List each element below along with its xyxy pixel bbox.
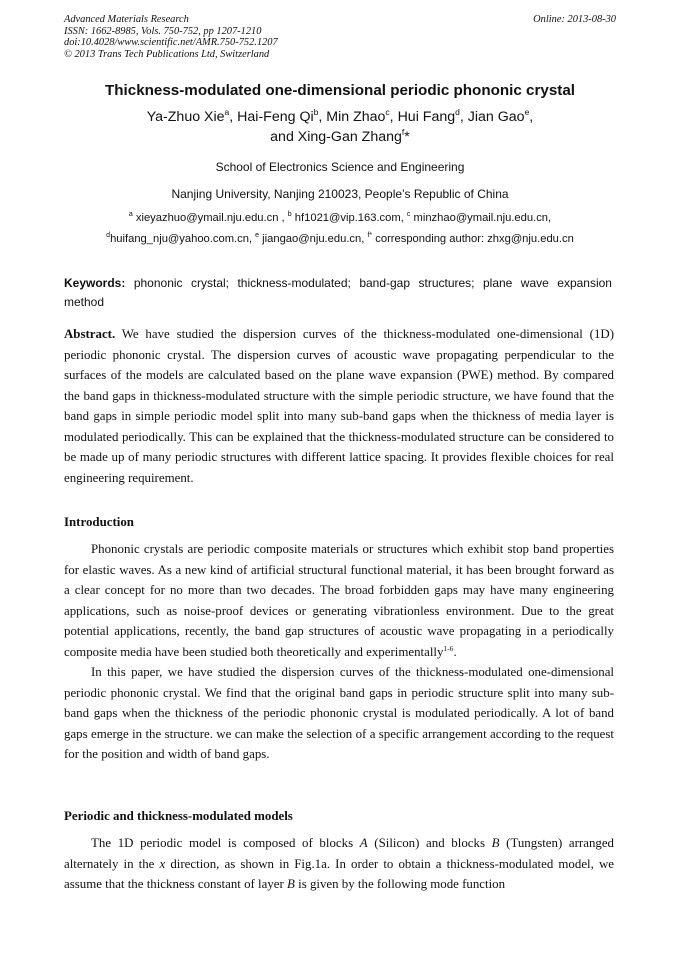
- author-name: Hai-Feng Qi: [237, 109, 314, 125]
- author-name: Min Zhao: [326, 109, 386, 125]
- introduction-body: [64, 539, 614, 765]
- abstract-text: We have studied the dispersion curves of the thickness-modulated one-dimensional (1D) periodic phononic crystal. The dispersion curves of acoustic wave propagating perpendicular to the surfaces of the models are calculated based on the plane wave expansion (PWE) method. By compared the band gaps in thickness-modulated structure with the simple periodic structure, we have found that the band gaps in simple periodic model split into many sub-band gaps when the thickness of media layer is modulated periodically. This can be explained that the thickness-modulated structure can be considered to be made up of many periodic structures with different lattice spacing. It provides flexible choices for real engineering requirement.: [64, 327, 614, 485]
- introduction-heading: Introduction: [64, 515, 134, 529]
- author-mark: a: [224, 107, 230, 117]
- email-a: xieyazhuo@ymail.nju.edu.cn ,: [135, 212, 285, 224]
- journal-header: [64, 14, 616, 60]
- issn-line: ISSN: 1662-8985, Vols. 750-752, pp 1207-1210: [64, 25, 262, 37]
- author-name: Hui Fang: [397, 109, 456, 125]
- email-c: minzhao@ymail.nju.edu.cn,: [413, 212, 552, 224]
- models-heading: Periodic and thickness-modulated models: [64, 809, 293, 823]
- models-paragraph: The 1D periodic model is composed of blocks A (Silicon) and blocks B (Tungsten) arranged alternately in the x direction, as shown in Fig.1a. In order to obtain a thickness-modulated model, we assume that the thickness constant of layer B is given by the following mode function: [64, 836, 614, 891]
- online-date: Online: 2013-08-30: [533, 14, 616, 25]
- email-d: huifang_nju@yahoo.com.cn,: [110, 233, 253, 245]
- affiliation-school: School of Electronics Science and Engineering: [215, 160, 465, 174]
- email-f: corresponding author: zhxg@nju.edu.cn: [375, 233, 574, 245]
- abstract-label: Abstract.: [64, 327, 116, 341]
- intro-paragraph-2: In this paper, we have studied the dispersion curves of the thickness-modulated one-dimensional periodic phononic crystal. We find that the original band gaps in periodic structure split into many sub-band gaps when the thickness of the periodic phononic crystal is modulated periodically. A lot of band gaps emerge in the structure. we can make the selection of a specific arrangement according to the request for the position and width of band gaps.: [64, 665, 614, 761]
- author-mark: d: [455, 107, 460, 117]
- journal-name: Advanced Materials Research: [64, 14, 189, 25]
- author-name: and Xing-Gan Zhang: [270, 129, 402, 145]
- author-mark: b: [313, 107, 319, 117]
- author-list: Ya-Zhuo Xie$^a$, Hai-Feng Qi$^b$, Min Zhao$^c$, Hui Fang$^d$, Jian Gao$^e$, and Xing-Gan Zhang$^f$*: [146, 107, 534, 145]
- keywords-label: Keywords:: [64, 276, 126, 290]
- author-mark: f: [401, 127, 405, 137]
- author-mark: e: [524, 107, 530, 117]
- intro-paragraph-1: Phononic crystals are periodic composite materials or structures which exhibit stop band properties for elastic waves. As a new kind of artificial structural functional material, it has been brought forward as a clear concept for no more than two decades. The broad forbidden gaps may have many engineering applications, such as noise-proof devices or generating vibrationless environment. Due to the great potential applications, recently, the band gap structures of acoustic wave propagating in a periodically composite media have been studied both theoretically and experimentally$^{1-6}$.: [64, 542, 614, 659]
- author-emails: $^a$ xieyazhuo@ymail.nju.edu.cn , $^b$ hf1021@vip.163.com, $^c$ minzhao@ymail.nju.edu.cn, $^d$huifang_nju@yahoo.com.cn, $^e$ jiangao@nju.edu.cn, $^{f*}$ corresponding author: zhxg@nju.edu.cn: [106, 211, 574, 245]
- author-name: Jian Gao: [467, 109, 525, 125]
- email-e: jiangao@nju.edu.cn,: [262, 233, 365, 245]
- models-body: [64, 833, 614, 895]
- abstract: [64, 324, 614, 488]
- author-mark: c: [385, 107, 390, 117]
- author-name: Ya-Zhuo Xie: [146, 109, 225, 125]
- email-b: hf1021@vip.163.com,: [294, 212, 404, 224]
- paper-title: Thickness-modulated one-dimensional periodic phononic crystal: [104, 82, 576, 99]
- keywords-block: [64, 274, 612, 312]
- affiliation-university: Nanjing University, Nanjing 210023, People’s Republic of China: [171, 187, 509, 201]
- keywords-text: phononic crystal; thickness-modulated; band-gap structures; plane wave expansion method: [64, 276, 612, 309]
- copyright-line: © 2013 Trans Tech Publications Ltd, Switzerland: [64, 48, 270, 60]
- citation-ref: 1-6: [443, 643, 454, 653]
- doi-line: doi:10.4028/www.scientific.net/AMR.750-752.1207: [64, 37, 278, 49]
